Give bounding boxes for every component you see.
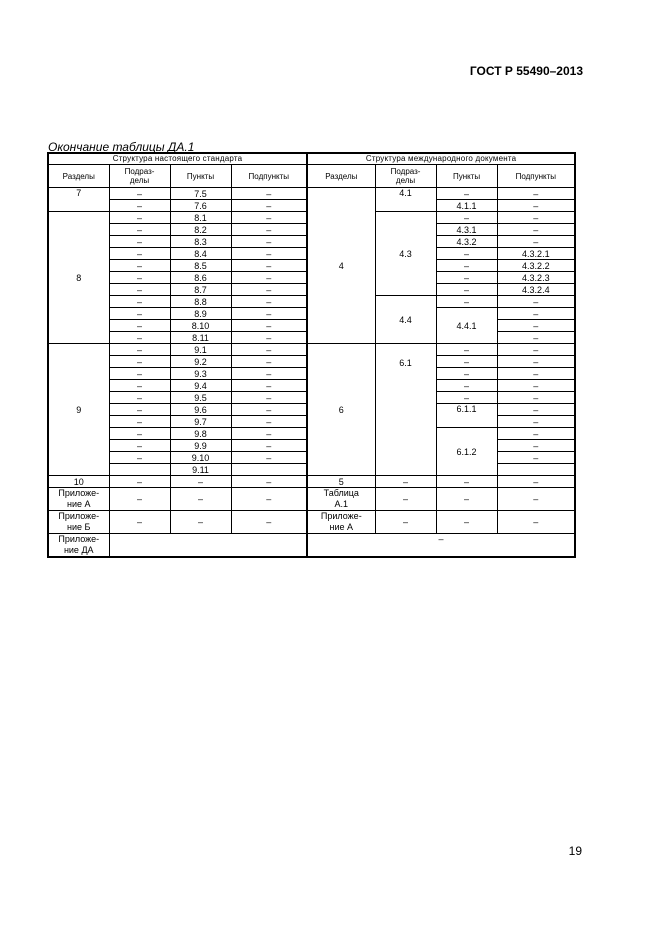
cell: 9.9 [170,440,231,452]
table-row [48,534,575,558]
cell: – [231,368,307,380]
group-header-international: Структура международного документа [307,153,575,165]
cell: 9.1 [170,344,231,356]
cell: – [436,296,497,308]
cell: 9.7 [170,416,231,428]
cell: – [109,320,170,332]
cell: – [109,332,170,344]
cell: – [436,284,497,296]
cell: – [109,380,170,392]
cell: 4 [307,188,375,344]
cell: – [497,332,575,344]
cell: – [497,224,575,236]
cell: – [109,404,170,416]
cell: – [231,320,307,332]
cell: – [231,428,307,440]
cell: – [497,212,575,224]
cell: – [497,428,575,440]
cell: 4.1 [375,188,436,212]
cell [109,534,307,558]
col-header: Подраз- делы [109,165,170,188]
document-code: ГОСТ Р 55490–2013 [469,64,583,78]
cell: 4.3.2.2 [497,260,575,272]
cell: – [109,260,170,272]
cell: 9.5 [170,392,231,404]
cell: – [497,356,575,368]
table-caption: Окончание таблицы ДА.1 [48,140,195,154]
cell: 4.3.2.1 [497,248,575,260]
cell: 8.1 [170,212,231,224]
cell: – [497,452,575,464]
cell: 8.2 [170,224,231,236]
table-row [48,488,575,511]
cell: – [231,344,307,356]
cell: – [497,320,575,332]
cell: – [436,344,497,356]
cell: – [231,488,307,511]
cell: 8.9 [170,308,231,320]
cell: – [231,272,307,284]
cell: – [109,440,170,452]
cell: – [231,404,307,416]
col-header: Подпункты [497,165,575,188]
cell: – [497,344,575,356]
cell: – [109,188,170,200]
cell: 8.11 [170,332,231,344]
cell: – [231,188,307,200]
col-header: Подпункты [231,165,307,188]
cell: – [436,212,497,224]
cell: – [231,332,307,344]
cell: 8.5 [170,260,231,272]
cell: – [109,392,170,404]
cell: 9.3 [170,368,231,380]
cell: – [170,488,231,511]
cell: 6.1.2 [436,428,497,476]
cell: – [436,368,497,380]
cell: – [231,308,307,320]
col-header: Пункты [436,165,497,188]
cell: – [109,416,170,428]
cell: – [497,368,575,380]
cell: – [497,416,575,428]
cell: – [109,511,170,534]
cell: 5 [307,476,375,488]
cell: – [231,416,307,428]
cell: Приложе- ние А [307,511,375,534]
cell: – [497,236,575,248]
cell-text: 6.1 [399,358,412,368]
cell: Таблица А.1 [307,488,375,511]
cell: – [497,488,575,511]
cell: – [109,476,170,488]
cell: – [497,200,575,212]
cell: 4.3.2.3 [497,272,575,284]
cell: 8.7 [170,284,231,296]
cell: 9 [48,344,109,476]
cell: 8.4 [170,248,231,260]
cell: 7 [48,188,109,212]
page-number: 19 [568,844,582,858]
cell: – [436,188,497,200]
cell: – [109,428,170,440]
cell: 8.6 [170,272,231,284]
cell: – [109,200,170,212]
cell: – [497,404,575,416]
cell: – [170,511,231,534]
table-row [48,511,575,534]
cell: – [109,212,170,224]
cell: 4.3.2.4 [497,284,575,296]
table-row [48,476,575,488]
cell: – [109,368,170,380]
cell: – [109,236,170,248]
cell: Приложе- ние ДА [48,534,109,558]
cell: – [436,356,497,368]
cell: 4.4 [375,296,436,344]
col-header: Разделы [48,165,109,188]
cell [109,464,170,476]
cell: – [231,476,307,488]
cell: – [436,476,497,488]
cell: 4.3.2 [436,236,497,248]
cell: 4.1.1 [436,200,497,212]
cell: – [497,308,575,320]
cell: 10 [48,476,109,488]
cell [375,344,436,476]
cell: – [109,452,170,464]
cell: – [436,488,497,511]
cell: – [231,296,307,308]
cell: 8.8 [170,296,231,308]
cell: – [109,488,170,511]
col-header: Подраз- делы [375,165,436,188]
cell: 9.11 [170,464,231,476]
cell: – [231,392,307,404]
cell: – [109,356,170,368]
cell: – [497,476,575,488]
table-row [48,344,575,356]
correspondence-table [47,152,574,558]
cell: – [497,511,575,534]
cell: – [307,534,575,558]
group-header-current: Структура настоящего стандарта [48,153,307,165]
col-header: Разделы [307,165,375,188]
cell: 8.3 [170,236,231,248]
cell: – [109,284,170,296]
cell: – [231,236,307,248]
cell: – [497,440,575,452]
cell: – [231,380,307,392]
cell: – [231,212,307,224]
cell: – [436,392,497,404]
cell: – [436,380,497,392]
cell: – [231,248,307,260]
cell: – [231,440,307,452]
cell: – [375,488,436,511]
cell: 9.8 [170,428,231,440]
cell: Приложе- ние Б [48,511,109,534]
table-row [48,188,575,200]
cell: – [231,452,307,464]
cell: – [497,296,575,308]
cell: – [436,511,497,534]
cell: 4.4.1 [436,308,497,344]
cell: 9.6 [170,404,231,416]
cell: – [436,260,497,272]
cell: – [109,248,170,260]
cell: – [231,511,307,534]
cell: – [109,272,170,284]
cell: – [109,296,170,308]
cell: – [497,392,575,404]
cell [231,464,307,476]
cell: 6 [307,344,375,476]
cell: – [109,344,170,356]
cell: – [231,284,307,296]
cell: – [231,224,307,236]
cell: – [497,188,575,200]
cell: – [436,248,497,260]
cell [497,464,575,476]
cell: – [109,224,170,236]
cell: 4.3 [375,212,436,296]
cell: – [109,308,170,320]
cell: 7.6 [170,200,231,212]
cell: 6.1.1 [436,404,497,428]
cell: – [497,380,575,392]
cell: 8.10 [170,320,231,332]
cell: 9.2 [170,356,231,368]
cell: – [231,356,307,368]
cell: – [375,476,436,488]
cell: – [231,200,307,212]
cell: 7.5 [170,188,231,200]
cell: 9.4 [170,380,231,392]
cell: – [231,260,307,272]
cell: Приложе- ние А [48,488,109,511]
cell: – [436,272,497,284]
col-header: Пункты [170,165,231,188]
cell: – [170,476,231,488]
cell: 8 [48,212,109,344]
cell: 4.3.1 [436,224,497,236]
cell: 9.10 [170,452,231,464]
cell: – [375,511,436,534]
